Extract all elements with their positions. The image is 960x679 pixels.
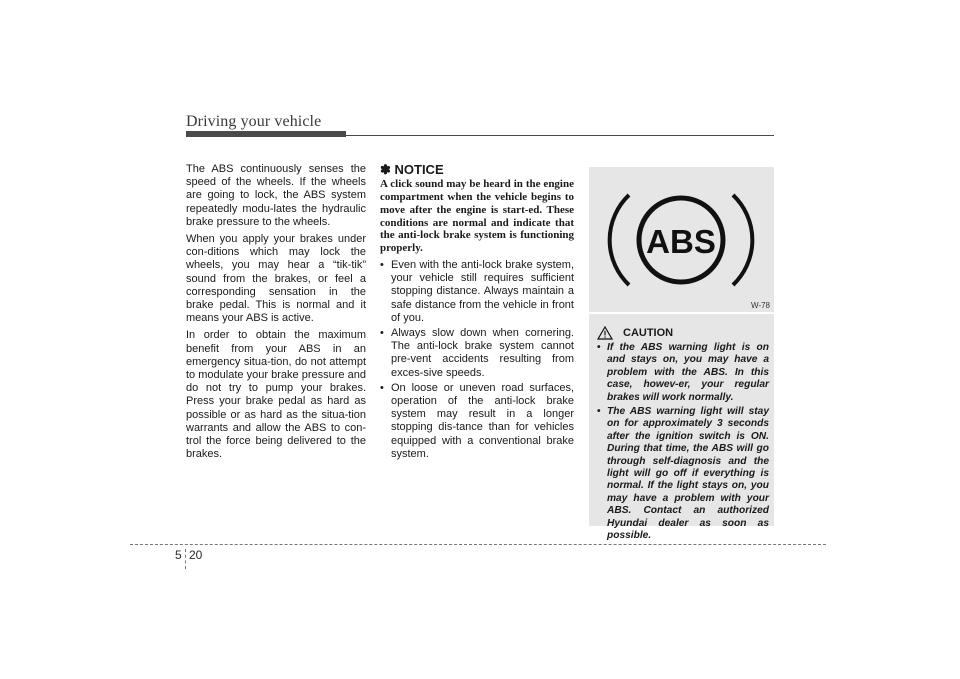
bullet-icon: • (380, 327, 384, 339)
abs-description-column (186, 163, 366, 465)
caution-title: CAUTION (623, 327, 674, 339)
abs-warning-icon (589, 167, 774, 312)
chapter-number: 5 (175, 548, 182, 562)
caution-header (597, 325, 767, 341)
caution-panel (589, 314, 774, 542)
page-number: 20 (189, 548, 203, 562)
bullet-text: The ABS warning light will stay on for approximately 3 seconds after the ignition switch is ON. During that time, the ABS will go through self-diagnosis and the light will go off if everything is normal. If the light stays on, you may have a problem with your ABS. Contact an authorized Hyundai dealer as soon as possible. (607, 406, 769, 542)
caution-bullet-list (597, 342, 769, 545)
bullet-text: On loose or uneven road surfaces, operation of the anti-lock brake system may result in a longer stopping dis-tance than for vehicles equipped with a conventional brake system. (391, 381, 574, 460)
bullet-icon: • (597, 406, 601, 418)
notice-column (380, 163, 574, 463)
notice-bullet-list (380, 259, 574, 461)
bullet-icon: • (380, 381, 384, 394)
bullet-icon: • (380, 258, 384, 271)
notice-title: ✽ NOTICE (380, 162, 444, 177)
abs-paragraph-2: When you apply your brakes under con-ditions which may lock the wheels, you may hear a “tik-tik” sound from the brakes, or feel a corresponding sensation in the brake pedal. This is normal and it means your ABS is active. (186, 233, 366, 325)
abs-paragraph-3: In order to obtain the maximum benefit from your ABS in an emergency situa-tion, do not attempt to modulate your brake pressure and do not try to pump your brakes. Press your brake pedal as hard as possible or as hard as the situa-tion warrants and allow the ABS to con-trol the force being delivered to the brakes. (186, 329, 366, 461)
bullet-icon: • (597, 342, 601, 353)
abs-warning-light-panel (589, 167, 774, 312)
list-item (597, 406, 769, 542)
abs-icon-label: ABS (646, 223, 716, 260)
header-rule (346, 135, 774, 136)
figure-code: W-78 (751, 301, 770, 310)
list-item (597, 342, 769, 404)
page-header-title: Driving your vehicle (186, 113, 322, 130)
footer-rule (130, 544, 826, 545)
bullet-text: Always slow down when cornering. The anti-lock brake system cannot pre-vent accidents resulting from exces-sive speeds. (391, 327, 574, 379)
bullet-text: If the ABS warning light is on and stays on, you may have a problem with the ABS. In this case, howev-er, your regular brakes will work normally. (607, 342, 769, 403)
abs-paragraph-1: The ABS continuously senses the speed of the wheels. If the wheels are going to lock, the ABS system repeatedly modu-lates the hydraulic brake pressure to the wheels. (186, 163, 366, 228)
header-bar (186, 131, 346, 137)
list-item (380, 382, 574, 461)
list-item (380, 259, 574, 325)
list-item (380, 327, 574, 380)
bullet-text: Even with the anti-lock brake system, your vehicle still requires sufficient stopping distance. Always maintain a safe distance from the vehicle in front of you. (391, 258, 574, 324)
warning-triangle-icon (597, 326, 613, 340)
notice-text: A click sound may be heard in the engine compartment when the vehicle begins to move after the engine is start-ed. These conditions are normal and indicate that the anti-lock brake system is functioning properly. (380, 178, 574, 255)
footer-separator (185, 549, 186, 569)
